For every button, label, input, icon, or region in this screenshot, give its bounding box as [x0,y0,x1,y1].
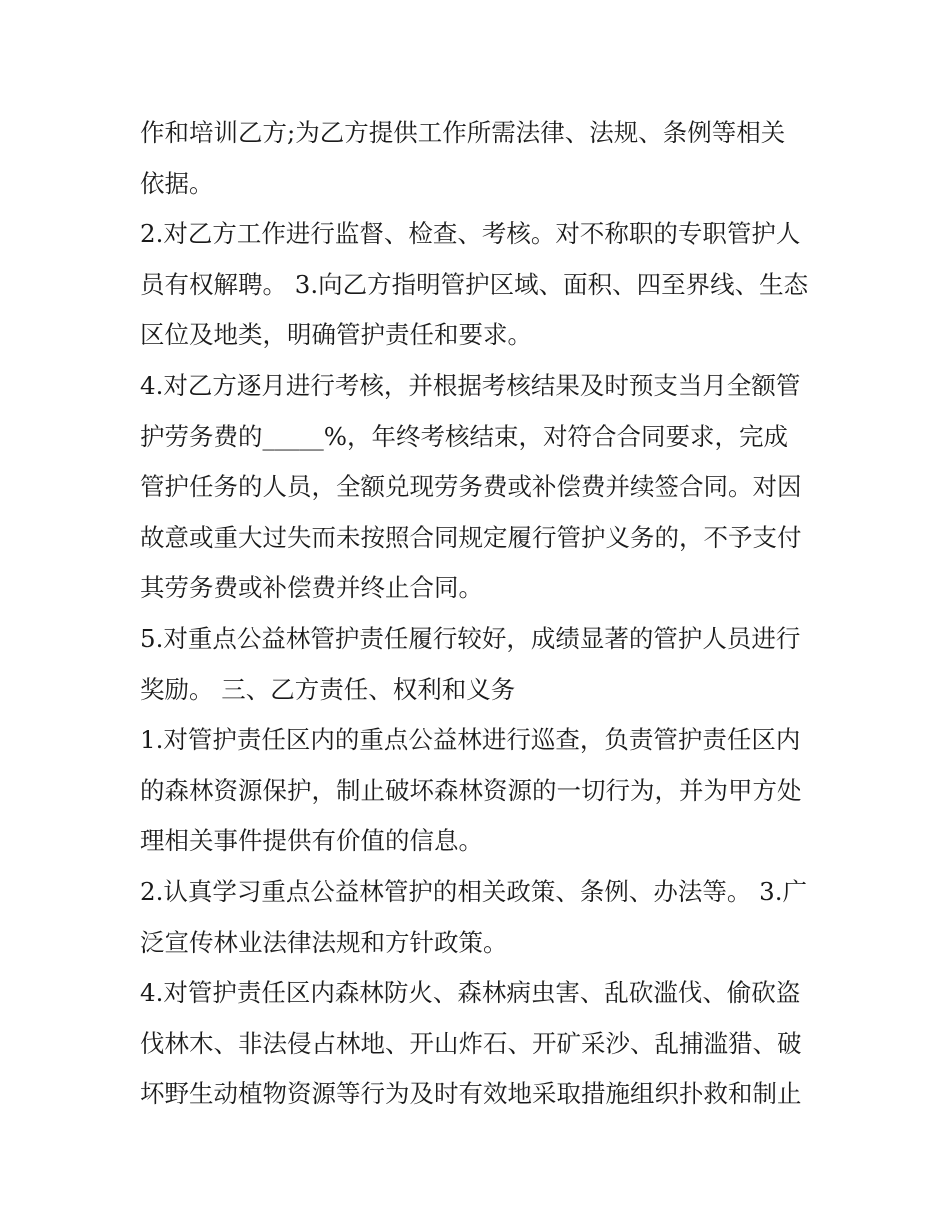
text-line-5: 区位及地类，明确管护责任和要求。 [140,320,532,350]
text-line-8: 管护任务的人员，全额兑现劳务费或补偿费并续签合同。对因 [140,472,802,502]
text-line-7: 护劳务费的_____%，年终考核结束，对符合合同要求，完成 [140,421,789,451]
text-line-19: 伐林木、非法侵占林地、开山炸石、开矿采沙、乱捕滥猎、破 [140,1028,802,1058]
text-line-6: 4.对乙方逐月进行考核，并根据考核结果及时预支当月全额管 [140,370,801,400]
text-line-2: 依据。 [140,168,214,198]
text-line-3: 2.对乙方工作进行监督、检查、考核。对不称职的专职管护人 [140,219,801,249]
text-line-17: 泛宣传林业法律法规和方针政策。 [140,927,508,957]
text-line-10: 其劳务费或补偿费并终止合同。 [140,573,483,603]
text-line-12: 奖励。 三、乙方责任、权利和义务 [140,674,516,704]
text-line-4: 员有权解聘。 3.向乙方指明管护区域、面积、四至界线、生态 [140,269,809,299]
text-line-16: 2.认真学习重点公益林管护的相关政策、条例、办法等。 3.广 [140,876,808,906]
text-line-9: 故意或重大过失而未按照合同规定履行管护义务的，不予支付 [140,522,802,552]
document-body [140,108,820,1120]
text-line-1: 作和培训乙方;为乙方提供工作所需法律、法规、条例等相关 [140,118,786,147]
text-line-14: 的森林资源保护，制止破坏森林资源的一切行为，并为甲方处 [140,775,802,805]
text-line-18: 4.对管护责任区内森林防火、森林病虫害、乱砍滥伐、偷砍盗 [140,978,801,1008]
text-line-13: 1.对管护责任区内的重点公益林进行巡查，负责管护责任区内 [140,725,801,755]
text-line-20: 坏野生动植物资源等行为及时有效地采取措施组织扑救和制止 [140,1079,802,1109]
text-line-15: 理相关事件提供有价值的信息。 [140,826,483,856]
text-line-11: 5.对重点公益林管护责任履行较好，成绩显著的管护人员进行 [140,623,801,653]
